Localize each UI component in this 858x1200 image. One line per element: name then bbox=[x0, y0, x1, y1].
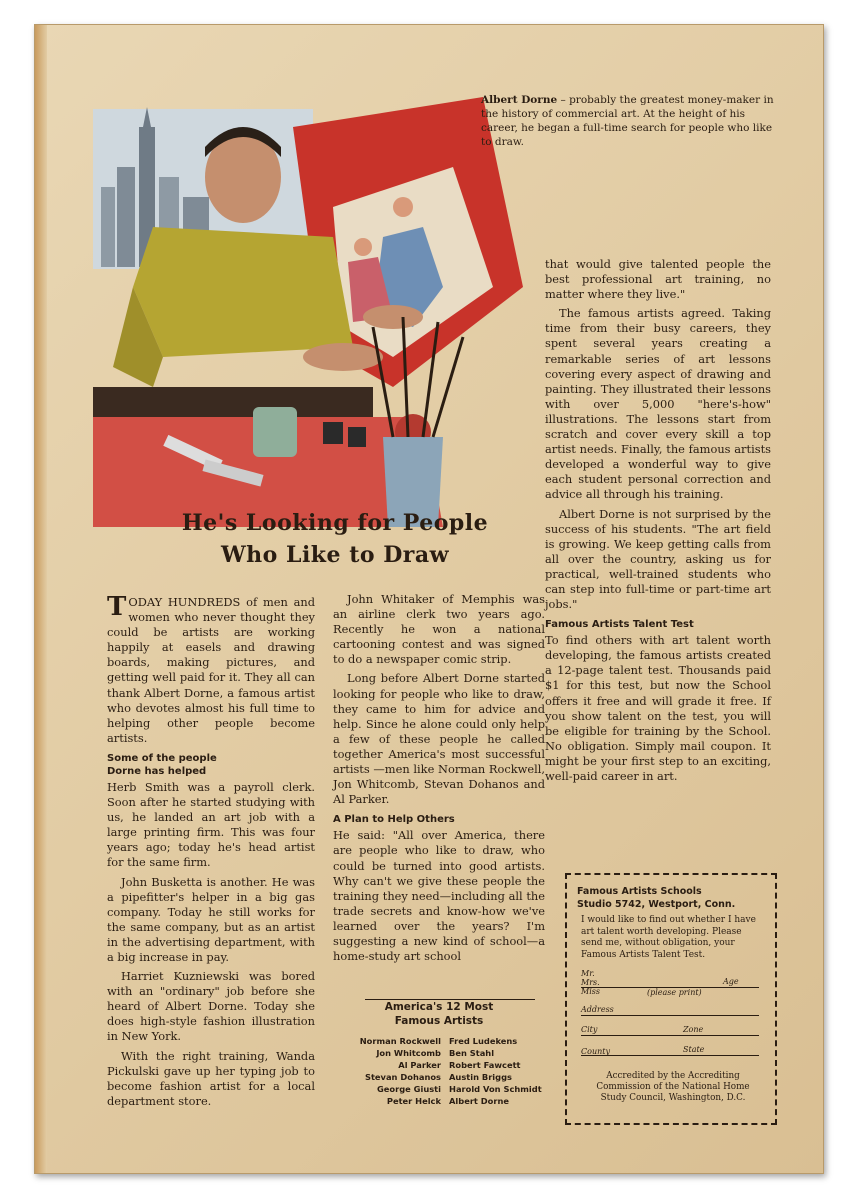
artist-name: Peter Helck bbox=[386, 1096, 441, 1106]
paragraph: John Busketta is another. He was a pipefitter's helper in a big gas company. Today he still works for the same company, but as an artist in the advertising department, with a big increase in pay. bbox=[107, 874, 315, 964]
article-column-2 bbox=[333, 592, 545, 968]
paragraph: Herb Smith was a payroll clerk. Soon after he started studying with us, he landed an art job with a large printing firm. This was four years ago; today he's head artist for the same firm. bbox=[107, 779, 315, 870]
coupon-studio-address: Studio 5742, Westport, Conn. bbox=[577, 899, 736, 910]
title-label: Mrs. bbox=[581, 978, 600, 987]
address-field[interactable] bbox=[581, 1015, 759, 1016]
artist-at-easel-illustration bbox=[93, 87, 523, 527]
artist-name: George Giusti bbox=[377, 1084, 441, 1094]
artist-name: Albert Dorne bbox=[449, 1096, 509, 1106]
state-label: State bbox=[683, 1045, 705, 1054]
magazine-page bbox=[34, 24, 824, 1174]
mail-in-coupon[interactable] bbox=[565, 873, 777, 1125]
article-column-1 bbox=[107, 592, 315, 1113]
artist-name: Ben Stahl bbox=[449, 1048, 495, 1058]
headline-line-1: He's Looking for People bbox=[181, 510, 489, 536]
subheading-line: Dorne has helped bbox=[107, 765, 207, 777]
article-column-3 bbox=[545, 257, 771, 788]
paragraph: that would give talented people the best professional art training, no matter where they live." bbox=[545, 257, 771, 302]
paragraph: Long before Albert Dorne started looking for people who like to draw, they came to him for advice and help. Since he alone could only help a few of these people he called together America's most successful artists —men like Norman Rockwell, Jon Whitcomb, Stevan Dohanos and Al Parker. bbox=[333, 671, 545, 807]
subheading-people-helped bbox=[107, 752, 315, 778]
artist-name: Harold Von Schmidt bbox=[449, 1084, 542, 1094]
subheading-talent-test: Famous Artists Talent Test bbox=[545, 619, 694, 631]
title-label: Mr. bbox=[581, 969, 595, 978]
illustration-caption bbox=[481, 93, 781, 149]
zone-label: Zone bbox=[683, 1025, 704, 1034]
please-print-note: (please print) bbox=[647, 988, 702, 997]
caption-name: Albert Dorne bbox=[481, 94, 558, 106]
artist-name: Norman Rockwell bbox=[359, 1036, 441, 1046]
paragraph: To find others with art talent worth developing, the famous artists created a 12-page talent test. Thousands paid $1 for this test, but now the School offers it free and will grade it free. If you show talent on the test, you will be eligible for training by the School. No obligation. Simply mail coupon. It might be your first step to an exciting, well-paid career in art. bbox=[545, 633, 771, 783]
paragraph: With the right training, Wanda Pickulski gave up her typing job to become fashion artist for a local department store. bbox=[107, 1048, 315, 1108]
artist-name: Austin Briggs bbox=[449, 1072, 512, 1082]
paragraph: He said: "All over America, there are people who like to draw, who could be turned into good artists. Why can't we give these people the training they need—including all the trade secrets and know-how we've learned over the years? I'm suggesting a new kind of school—a home-study art school bbox=[333, 828, 545, 964]
title-label: Miss bbox=[581, 987, 600, 996]
county-label: County bbox=[581, 1047, 610, 1056]
artist-name: Al Parker bbox=[398, 1060, 441, 1070]
coupon-header bbox=[577, 885, 767, 911]
coupon-school-name: Famous Artists Schools bbox=[577, 886, 702, 897]
paragraph: John Whitaker of Memphis was an airline clerk two years ago. Recently he won a national cartooning contest and was signed to do a newspaper comic strip. bbox=[333, 592, 545, 667]
headline bbox=[125, 507, 545, 571]
artists-list-title bbox=[333, 1000, 545, 1028]
name-field[interactable] bbox=[581, 987, 759, 988]
paragraph: Albert Dorne is not surprised by the success of his students. "The art field is growing. We keep getting calls from all over the country, asking us for practical, well-trained students who can step into full-time or part-time art jobs." bbox=[545, 506, 771, 612]
artist-name: Robert Fawcett bbox=[449, 1060, 521, 1070]
county-state-field[interactable] bbox=[581, 1055, 759, 1056]
artists-title-line: Famous Artists bbox=[394, 1015, 484, 1027]
artist-name: Fred Ludekens bbox=[449, 1036, 518, 1046]
subheading-line: Some of the people bbox=[107, 752, 217, 764]
paragraph: of men and women who never thought they could be artists are working happily at easels and drawing boards, making pictures, and getting well paid for it. They all can thank Albert Dorne, a famous artist who devotes almost his full time to helping other people become artists. bbox=[107, 595, 315, 745]
caption-text: – probably the greatest money-maker in the history of commercial art. At the height of his career, he began a full-time search for people who like to draw. bbox=[481, 94, 774, 148]
city-label: City bbox=[581, 1025, 598, 1034]
subheading-plan: A Plan to Help Others bbox=[333, 814, 455, 826]
lead-in-caps: ODAY HUNDREDS bbox=[128, 595, 241, 609]
city-zone-field[interactable] bbox=[581, 1035, 759, 1036]
paragraph: Harriet Kuzniewski was bored with an "ordinary" job before she heard of Albert Dorne. Today she does high-style fashion illustration in New York. bbox=[107, 969, 315, 1044]
artist-name: Stevan Dohanos bbox=[364, 1072, 441, 1082]
address-label: Address bbox=[581, 1005, 614, 1014]
coupon-request-text: I would like to find out whether I have art talent worth developing. Please send me, without obligation, your Famous Artists Talent Test. bbox=[581, 915, 756, 960]
paragraph: The famous artists agreed. Taking time from their busy careers, they spent several years creating a remarkable series of art lessons covering every aspect of drawing and painting. They illustrated their lessons with over 5,000 "here's-how" illustrations. The lessons start from scratch and cover every skill a top artist needs. Finally, the famous artists developed a wonderful way to give each student personal correction and advice all through his training. bbox=[545, 306, 771, 502]
headline-line-2: Who Like to Draw bbox=[220, 542, 450, 568]
accreditation-note: Accredited by the Accrediting Commission of the National Home Study Council, Washington, D.C. bbox=[596, 1071, 750, 1103]
artists-title-line: America's 12 Most bbox=[384, 1001, 494, 1013]
age-label: Age bbox=[723, 977, 739, 986]
drop-cap: T bbox=[107, 592, 127, 622]
artist-name: Jon Whitcomb bbox=[376, 1048, 441, 1058]
